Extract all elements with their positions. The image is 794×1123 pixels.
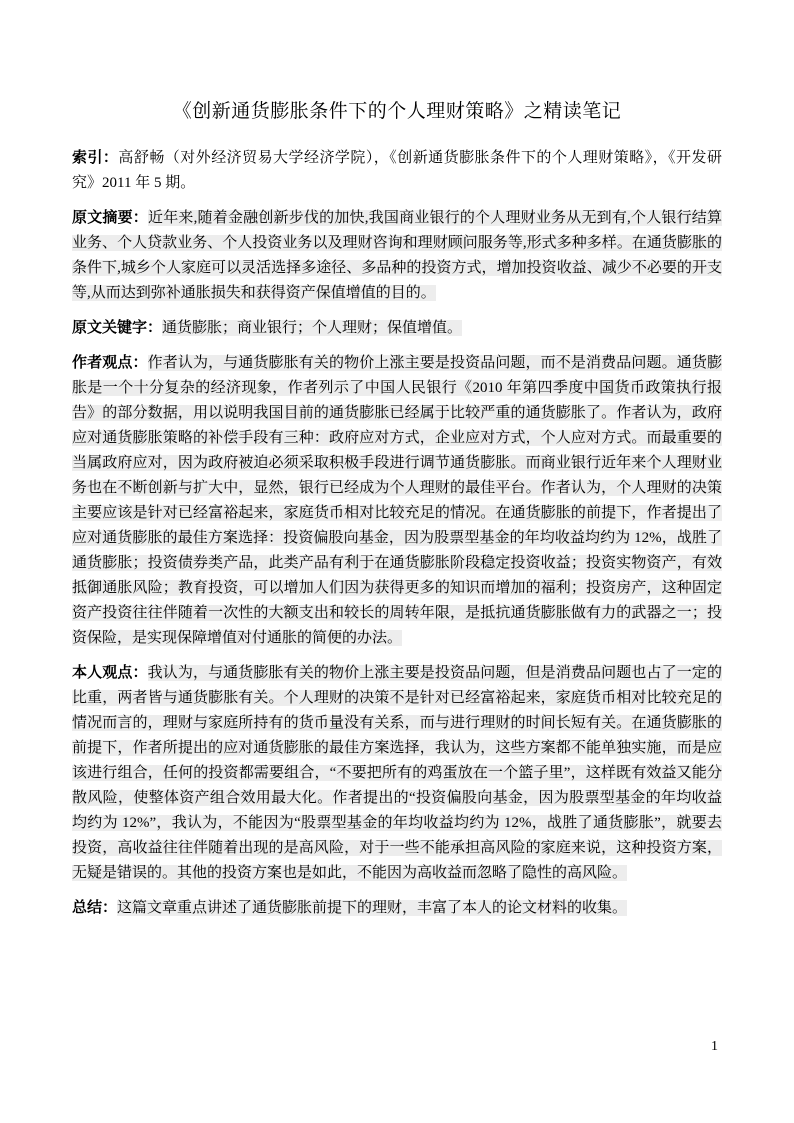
paragraph-text: 通货膨胀；商业银行；个人理财；保值增值。 — [162, 320, 463, 336]
paragraph-text: 这篇文章重点讲述了通货膨胀前提下的理财，丰富了本人的论文材料的收集。 — [117, 900, 628, 916]
paragraph-summary — [72, 896, 722, 921]
paragraph-label: 原文关键字： — [72, 320, 163, 336]
paragraph-label: 总结： — [72, 900, 118, 916]
paragraph-index — [72, 146, 722, 196]
paragraph-label: 索引： — [72, 150, 119, 166]
paragraph-text: 高舒畅（对外经济贸易大学经济学院），《创新通货膨胀条件下的个人理财策略》，《开发研究》2011 年 5 期。 — [72, 150, 722, 191]
paragraph-label: 原文摘要： — [72, 210, 148, 226]
paragraph-abstract — [72, 206, 722, 306]
paragraph-text: 作者认为，与通货膨胀有关的物价上涨主要是投资品问题，而不是消费品问题。通货膨胀是一个十分复杂的经济现象，作者列示了中国人民银行《2010 年第四季度中国货币政策执行报告》的部分数据，用以说明我国目前的通货膨胀已经属于比较严重的通货膨胀了。作者认为，政府应对通货膨胀策略的补偿手段有三种：政府应对方式，企业应对方式，个人应对方式。而最重要的当属政府应对，因为政府被迫必须采取积极手段进行调节通货膨胀。而商业银行近年来个人理财业务也在不断创新与扩大中，显然，银行已经成为个人理财的最佳平台。作者认为，个人理财的决策主要应该是针对已经富裕起来，家庭货币相对比较充足的情况。在通货膨胀的前提下，作者提出了应对通货膨胀的最佳方案选择：投资偏股向基金，因为股票型基金的年均收益均约为 12%，战胜了通货膨胀；投资债券类产品，此类产品有利于在通货膨胀阶段稳定投资收益；投资实物资产，有效抵御通胀风险；教育投资，可以增加人们因为获得更多的知识而增加的福利；投资房产，这种固定资产投资往往伴随着一次性的大额支出和较长的周转年限，是抵抗通货膨胀做有力的武器之一；投资保险，是实现保障增值对付通胀的简便的办法。 — [72, 355, 722, 646]
paragraph-my-view — [72, 661, 722, 886]
document-title: 《创新通货膨胀条件下的个人理财策略》之精读笔记 — [172, 101, 622, 122]
paragraph-label: 作者观点： — [72, 355, 148, 371]
page-number: 1 — [711, 1039, 718, 1054]
paragraph-label: 本人观点： — [72, 665, 148, 681]
document-content — [72, 0, 722, 931]
paragraph-author-view — [72, 351, 722, 651]
paragraph-keywords — [72, 316, 722, 341]
paragraph-text: 近年来,随着金融创新步伐的加快,我国商业银行的个人理财业务从无到有,个人银行结算业务、个人贷款业务、个人投资业务以及理财咨询和理财顾问服务等,形式多种多样。在通货膨胀的条件下,城乡个人家庭可以灵活选择多途径、多品种的投资方式，增加投资收益、减少不必要的开支等,从而达到弥补通胀损失和获得资产保值增值的目的。 — [72, 210, 722, 301]
paragraph-text: 我认为，与通货膨胀有关的物价上涨主要是投资品问题，但是消费品问题也占了一定的比重，两者皆与通货膨胀有关。个人理财的决策不是针对已经富裕起来，家庭货币相对比较充足的情况而言的，理财与家庭所持有的货币量没有关系，而与进行理财的时间长短有关。在通货膨胀的前提下，作者所提出的应对通货膨胀的最佳方案选择，我认为，这些方案都不能单独实施，而是应该进行组合，任何的投资都需要组合，“不要把所有的鸡蛋放在一个篮子里”，这样既有效益又能分散风险，使整体资产组合效用最大化。作者提出的“投资偏股向基金，因为股票型基金的年均收益均约为 12%”，我认为，不能因为“股票型基金的年均收益均约为 12%，战胜了通货膨胀”，就要去投资，高收益往往伴随着出现的是高风险，对于一些不能承担高风险的家庭来说，这种投资方案，无疑是错误的。其他的投资方案也是如此，不能因为高收益而忽略了隐性的高风险。 — [72, 665, 722, 881]
